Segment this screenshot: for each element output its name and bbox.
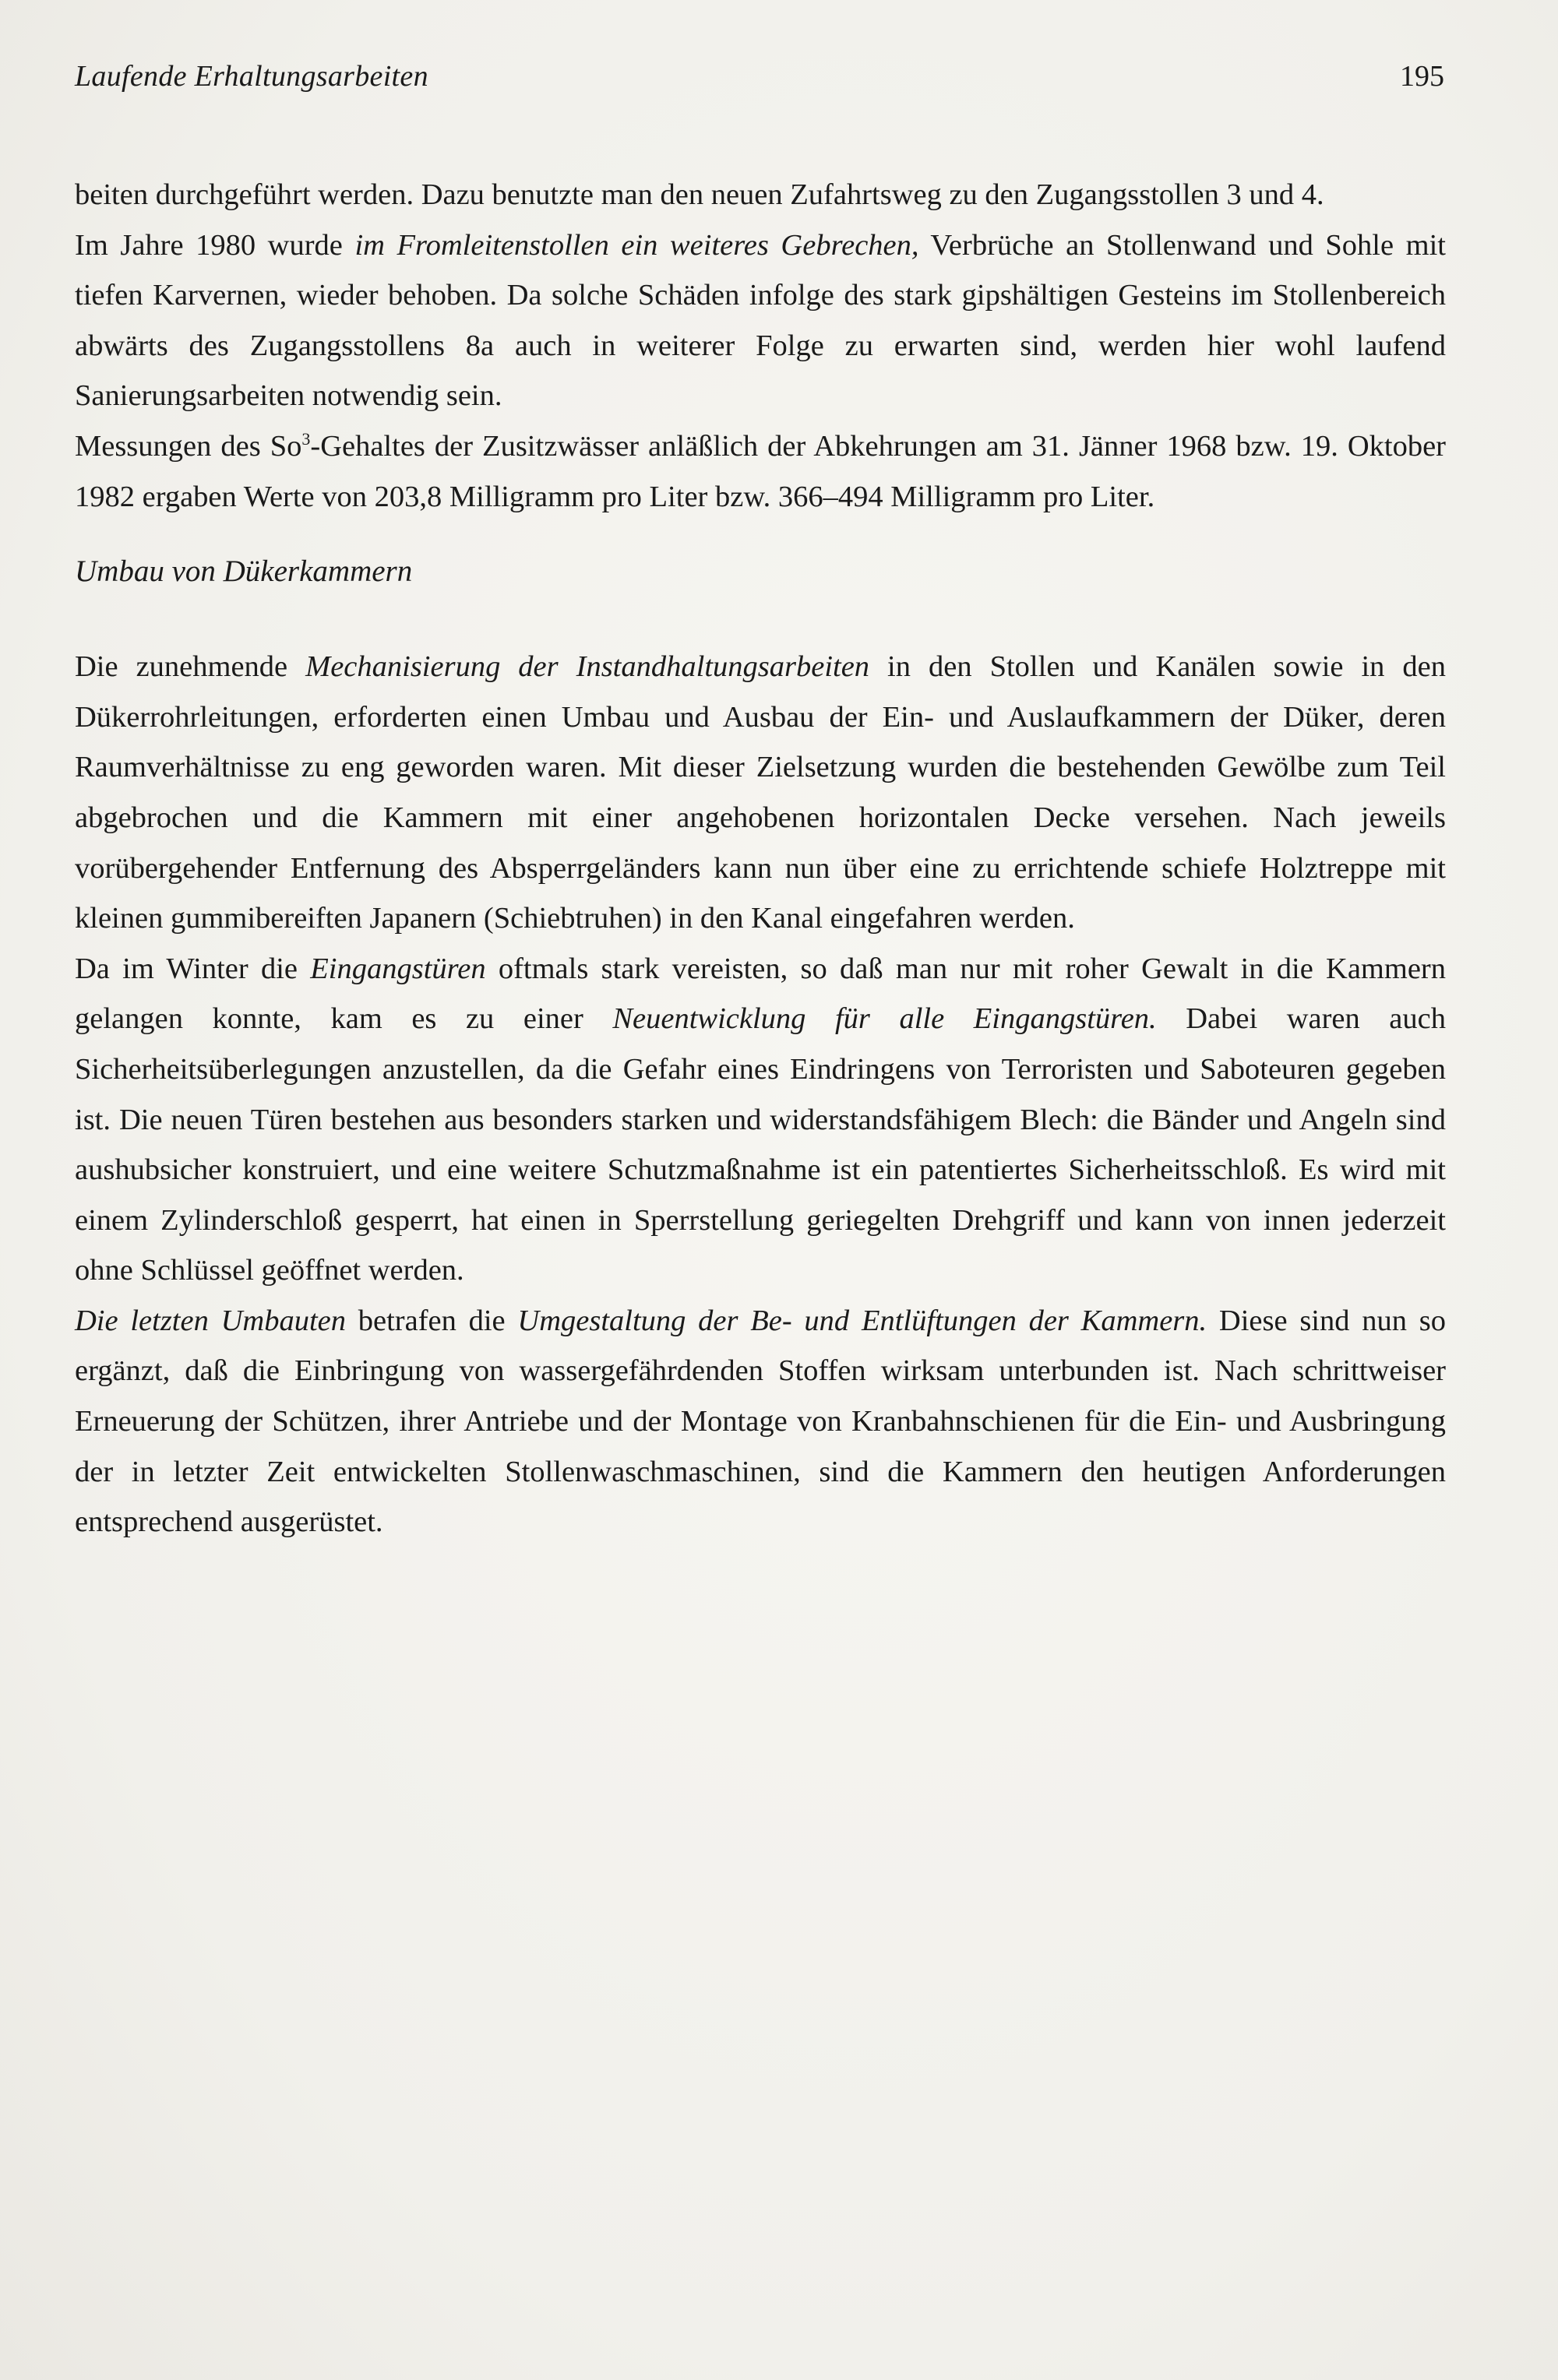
emphasis: im Fromleitenstollen ein weiteres Gebrechen,: [354, 228, 919, 262]
paragraph: beiten durchgeführt werden. Dazu benutzte man den neuen Zufahrtsweg zu den Zugangsstollen 3 und 4.: [75, 178, 1324, 211]
paragraph: Da im Winter die Eingangstüren oftmals stark vereisten, so daß man nur mit roher Gewalt in die Kammern gelangen konnte, kam es zu einer Neuentwicklung für alle Eingangstüren. Dabei waren auch Sicherheitsüberlegungen anzustellen, da die Gefahr eines Eindringens von Terroristen und Saboteuren gegeben ist. Die neuen Türen bestehen aus besonders starken und widerstandsfähigem Blech: die Bänder und Angeln sind aushubsicher konstruiert, und eine weitere Schutzmaßnahme ist ein patentiertes Sicherheitsschloß. Es wird mit einem Zylinderschloß gesperrt, hat einen in Sperrstellung geriegelten Drehgriff und kann von innen jederzeit ohne Schlüssel geöffnet werden.: [75, 952, 1446, 1287]
section-heading: Umbau von Dükerkammern: [75, 555, 413, 589]
emphasis: Neuentwicklung für alle Eingangstüren.: [612, 1002, 1157, 1036]
superscript: 3: [301, 428, 311, 449]
emphasis: Umgestaltung der Be- und Entlüftungen der Kammern.: [517, 1304, 1207, 1337]
emphasis: Die letzten Umbauten: [75, 1304, 346, 1337]
body-text: [75, 170, 1446, 1547]
paragraph: Die zunehmende Mechanisierung der Instandhaltungsarbeiten in den Stollen und Kanälen sowie in den Dükerrohrleitungen, erforderten einen Umbau und Ausbau der Ein- und Auslaufkammern der Düker, deren Raumverhältnisse zu eng geworden waren. Mit dieser Zielsetzung wurden die bestehenden Gewölbe zum Teil abgebrochen und die Kammern mit einer angehobenen horizontalen Decke versehen. Nach jeweils vorübergehender Entfernung des Absperrgeländers kann nun über eine zu errichtende schiefe Holztreppe mit kleinen gummibereiften Japanern (Schiebtruhen) in den Kanal eingefahren werden.: [75, 650, 1446, 935]
emphasis: Eingangstüren: [310, 952, 486, 985]
emphasis: Mechanisierung der Instandhaltungsarbeiten: [305, 650, 870, 684]
page-number: 195: [1400, 60, 1444, 93]
paragraph: Die letzten Umbauten betrafen die Umgestaltung der Be- und Entlüftungen der Kammern. Diese sind nun so ergänzt, daß die Einbringung von wassergefährdenden Stoffen wirksam unterbunden ist. Nach schrittweiser Erneuerung der Schützen, ihrer Antriebe und der Montage von Kranbahnschienen für die Ein- und Ausbringung der in letzter Zeit entwickelten Stollenwaschmaschinen, sind die Kammern den heutigen Anforderungen entsprechend ausgerüstet.: [75, 1304, 1446, 1539]
running-title: Laufende Erhaltungsarbeiten: [75, 60, 428, 93]
paragraph: Im Jahre 1980 wurde im Fromleitenstollen ein weiteres Gebrechen, Verbrüche an Stollenwand und Sohle mit tiefen Karvernen, wieder behoben. Da solche Schäden infolge des stark gipshältigen Gesteins im Stollenbereich abwärts des Zugangsstollens 8a auch in weiterer Folge zu erwarten sind, werden hier wohl laufend Sanierungsarbeiten notwendig sein.: [75, 228, 1446, 413]
paragraph: Messungen des So$^3$-Gehaltes der Zusitzwässer anläßlich der Abkehrungen am 31. Jänner 1968 bzw. 19. Oktober 1982 ergaben Werte von 203,8 Milligramm pro Liter bzw. 366–494 Milligramm pro Liter.: [75, 428, 1446, 513]
